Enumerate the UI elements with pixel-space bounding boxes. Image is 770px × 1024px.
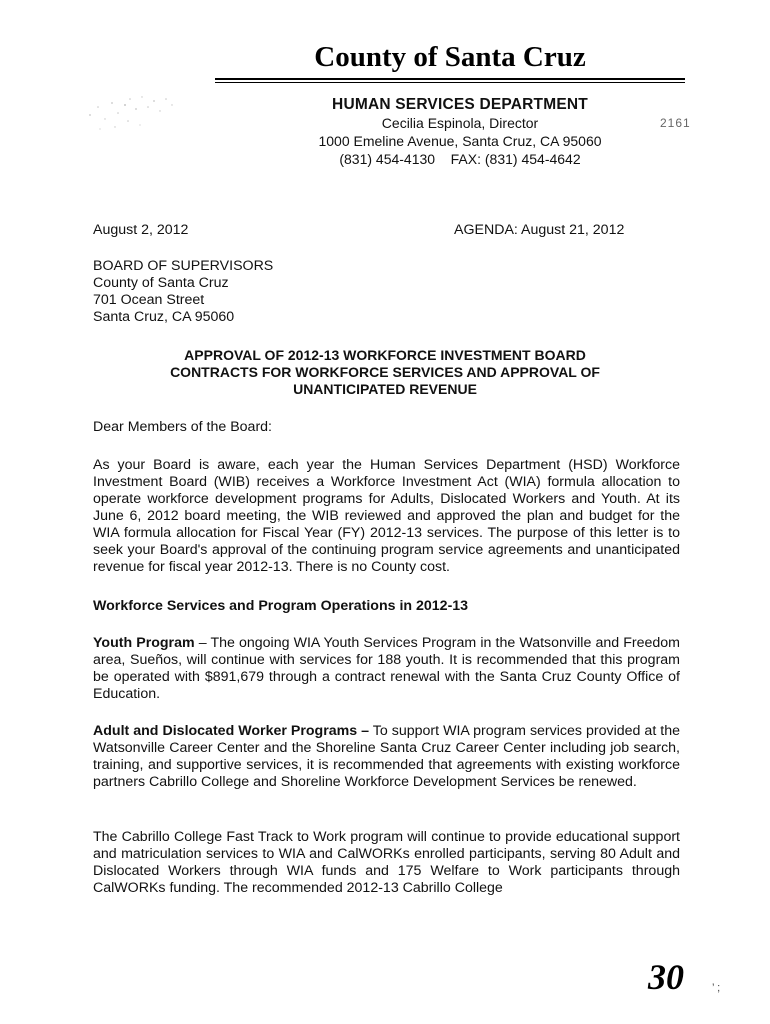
youth-program-paragraph [93, 635, 680, 703]
page-marks: ’ ; [712, 982, 721, 994]
salutation: Dear Members of the Board: [93, 419, 272, 435]
adult-program-paragraph [93, 723, 680, 791]
recipient-line: County of Santa Cruz [93, 275, 229, 291]
seal-smudge-icon [70, 85, 200, 145]
subject-line: CONTRACTS FOR WORKFORCE SERVICES AND APPROVAL OF [170, 364, 600, 380]
youth-program-title: Youth Program [93, 635, 195, 651]
header-rule-thin [215, 82, 685, 83]
cabrillo-paragraph: The Cabrillo College Fast Track to Work program will continue to provide educational support and matriculation services to WIA and CalWORKs enrolled participants, serving 80 Adult and Dislocated Workers through WIA funds and 175 Welfare to Work participants through CalWORKs funding. The recommended 2012-13 Cabrillo College [93, 829, 680, 896]
county-title: County of Santa Cruz [314, 41, 586, 73]
recipient-line: BOARD OF SUPERVISORS [93, 258, 274, 274]
phone-number: (831) 454-4130 [339, 151, 436, 167]
recipient-line: 701 Ocean Street [93, 292, 205, 308]
subject-line: APPROVAL OF 2012-13 WORKFORCE INVESTMENT BOARD [184, 347, 586, 363]
recipient-address [93, 258, 273, 326]
subject-line: UNANTICIPATED REVENUE [293, 381, 477, 397]
department-name: HUMAN SERVICES DEPARTMENT [332, 96, 588, 113]
stamp-number: 2161 [660, 116, 691, 130]
recipient-line: Santa Cruz, CA 95060 [93, 309, 235, 325]
page-number: 30 [648, 957, 684, 997]
phone-fax-line [300, 150, 620, 168]
adult-program-text: To support WIA program services provided at the Watsonville Career Center and the Shoreline Santa Cruz Career Center including job search, training, and supportive services, it is recommended that agreements with existing workforce partners Cabrillo College and Shoreline Workforce Development Services be renewed. [93, 723, 680, 790]
header-rule [215, 78, 685, 80]
subject-heading [110, 347, 660, 398]
department-block [300, 95, 620, 168]
director-line: Cecilia Espinola, Director [381, 115, 539, 131]
letter-date: August 2, 2012 [93, 222, 189, 238]
agenda-date: AGENDA: August 21, 2012 [454, 222, 625, 238]
address-line: 1000 Emeline Avenue, Santa Cruz, CA 95060 [318, 133, 602, 149]
adult-program-title: Adult and Dislocated Worker Programs – [93, 723, 370, 739]
fax-number: FAX: (831) 454-4642 [450, 151, 581, 167]
youth-program-text: – The ongoing WIA Youth Services Program in the Watsonville and Freedom area, Sueños, will continue with services for 188 youth. It is recommended that this program be operated with $891,679 through a contract renewal with the Santa Cruz County Office of Education. [93, 635, 680, 702]
intro-paragraph: As your Board is aware, each year the Human Services Department (HSD) Workforce Investment Board (WIB) receives a Workforce Investment Act (WIA) formula allocation to operate workforce development programs for Adults, Dislocated Workers and Youth. At its June 6, 2012 board meeting, the WIB reviewed and approved the plan and budget for the WIA formula allocation for Fiscal Year (FY) 2012-13 services. The purpose of this letter is to seek your Board's approval of the continuing program service agreements and unanticipated revenue for fiscal year 2012-13. There is no County cost. [93, 457, 680, 575]
section-heading: Workforce Services and Program Operations in 2012-13 [93, 598, 469, 614]
